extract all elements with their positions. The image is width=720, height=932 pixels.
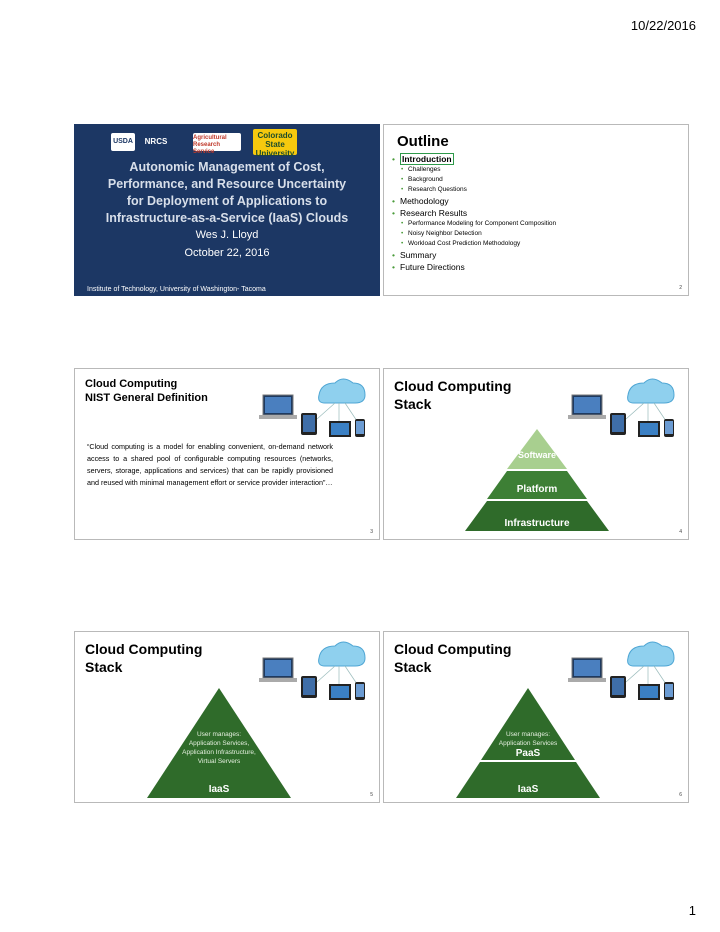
iaas-label: IaaS — [208, 784, 230, 795]
slide-2-outline — [383, 124, 689, 296]
manages-line: Application Services, — [188, 740, 250, 747]
outline-item: • Methodology — [392, 196, 556, 207]
outline-subitem: • Performance Modeling for Component Composition — [392, 219, 556, 229]
presentation-date: October 22, 2016 — [184, 247, 270, 259]
logo-strip — [75, 129, 379, 158]
iaas-pyramid — [75, 632, 380, 803]
outline-subitem: • Noisy Neighbor Detection — [392, 229, 556, 239]
slide-title: Cloud Computing Stack — [394, 378, 512, 412]
manages-line: User manages: — [505, 731, 551, 738]
slide-number: 2 — [679, 285, 682, 291]
paas-label: PaaS — [515, 748, 541, 759]
slide-6-paas-stack — [383, 631, 689, 803]
nrcs-logo: NRCS — [144, 137, 168, 146]
manages-line: Virtual Servers — [197, 758, 241, 765]
outline-subitem: • Background — [392, 175, 556, 185]
slide-number: 3 — [370, 529, 373, 535]
slide-number: 4 — [679, 529, 682, 535]
slide-title: Outline — [397, 133, 449, 150]
platform-label: Platform — [516, 484, 558, 495]
slide-number: 5 — [370, 792, 373, 798]
csu-logo: Colorado State University — [253, 129, 297, 155]
outline-item: • Research Results — [392, 208, 556, 219]
nist-definition-text: “Cloud computing is a model for enabling convenient, on-demand network access to a shared pool of configurable computing resources (networks, servers, storage, applications and services) that can be rapidly provisioned and reused with minimal management effort or service provider interaction”… — [87, 442, 333, 487]
header-date: 10/22/2016 — [630, 18, 696, 33]
slide-title: Cloud Computing Stack — [85, 641, 203, 675]
author-name: Wes J. Lloyd — [195, 229, 259, 241]
slide-number: 6 — [679, 792, 682, 798]
outline-item: • Future Directions — [392, 262, 556, 273]
outline-subitem: • Challenges — [392, 165, 556, 175]
manages-line: Application Infrastructure, — [182, 749, 256, 756]
outline-subitem: • Research Questions — [392, 185, 556, 195]
outline-subitem: • Workload Cost Prediction Methodology — [392, 239, 556, 249]
stack-pyramid — [384, 369, 689, 540]
slide-4-cloud-stack — [383, 368, 689, 540]
software-layer — [507, 429, 567, 469]
iaas-label: IaaS — [517, 784, 539, 795]
cloud-devices-icon — [257, 373, 367, 439]
page-number: 1 — [688, 903, 696, 918]
presentation-title: Autonomic Management of Cost, Performance, and Resource Uncertainty for Deployment of Applications to Infrastructure-as-a-Service (IaaS) Clouds — [105, 160, 349, 225]
ars-logo: Agricultural Research Service — [193, 133, 241, 151]
manages-line: Application Services — [498, 740, 558, 747]
slide-title: Cloud Computing NIST General Definition — [85, 378, 208, 404]
slide-3-nist-definition — [74, 368, 380, 540]
outline-list — [392, 153, 556, 273]
manages-line: User manages: — [196, 731, 242, 738]
usda-logo: USDA — [111, 133, 135, 151]
institution: Institute of Technology, University of Washington- Tacoma — [87, 286, 266, 293]
software-label: Software — [517, 450, 557, 460]
outline-item: • Introduction — [392, 154, 556, 165]
paas-pyramid — [384, 632, 689, 803]
slide-1-title — [74, 124, 380, 296]
slide-title: Cloud Computing Stack — [394, 641, 512, 675]
slide-5-iaas-stack — [74, 631, 380, 803]
outline-item: • Summary — [392, 250, 556, 261]
infrastructure-label: Infrastructure — [504, 518, 570, 529]
